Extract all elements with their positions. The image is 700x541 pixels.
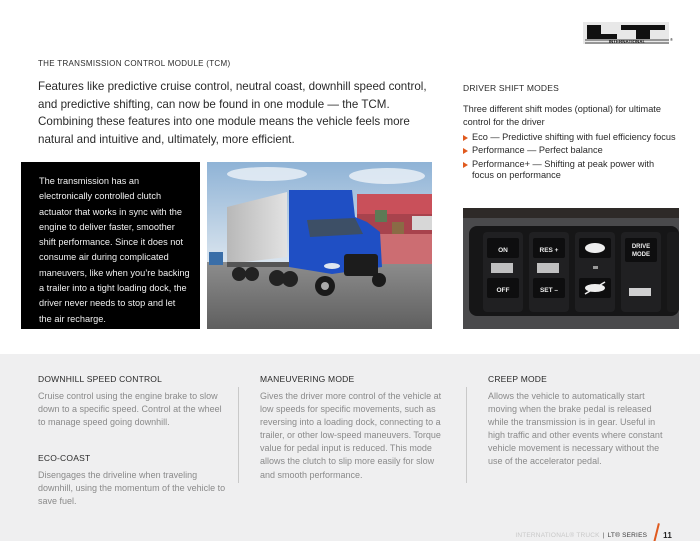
lt-international-logo xyxy=(583,22,673,48)
svg-text:RES +: RES + xyxy=(539,247,559,254)
svg-text:ON: ON xyxy=(498,247,508,254)
svg-text:SET –: SET – xyxy=(539,287,559,294)
callout-box xyxy=(21,162,200,329)
shift-modes-list xyxy=(463,132,678,184)
page-number: 11 xyxy=(663,530,672,540)
list-item: Performance+ — Shifting at peak power with focus on performance xyxy=(463,159,678,183)
downhill-speed-control-text: Cruise control using the engine brake to slow down to a specific speed. Control at the wheel to manage speed going downhill. xyxy=(38,391,222,428)
page-footer xyxy=(515,523,672,541)
creep-mode-title: CREEP MODE xyxy=(488,374,547,384)
footer-brand: INTERNATIONAL® TRUCK xyxy=(515,531,600,539)
truck-photo xyxy=(207,162,432,329)
driver-shift-modes-description: Three different shift modes (optional) for ultimate control for the driver xyxy=(463,104,661,127)
maneuvering-mode-text: Gives the driver more control of the vehicle at low speeds for specific movements, such as reversing into a loading dock, connecting to a trailer, or other low-speed maneuvers. Torque value for pedal input is reduced. This mode allows the clutch to slip more easily for slow and smooth performance. xyxy=(260,391,442,480)
svg-text:INTERNATIONAL: INTERNATIONAL xyxy=(608,39,646,44)
column-divider xyxy=(238,387,239,483)
list-item: Performance — Perfect balance xyxy=(463,145,678,157)
downhill-speed-control-title: DOWNHILL SPEED CONTROL xyxy=(38,374,163,384)
tcm-intro: Features like predictive cruise control, neutral coast, downhill speed control, and predictive shifting, can now be found in one module — the TCM. Combining these features into one module means the vehicle feels more natural and intuitive and, ultimately, more efficient. xyxy=(38,80,427,146)
creep-mode-text: Allows the vehicle to automatically start moving when the brake pedal is released while the transmission is in gear. Useful in high traffic and other events where constant vehicle movement is necessary without the use of the accelerator pedal. xyxy=(488,391,663,467)
footer-separator: | xyxy=(602,531,605,539)
switch-panel-photo xyxy=(463,208,679,329)
svg-text:OFF: OFF xyxy=(496,287,510,294)
callout-text: The transmission has an electronically controlled clutch actuator that works in sync with the engine to deliver faster, smoother shift performance. Since it does not consume air during complicated maneuvers, like when you’re backing a trailer into a tight loading dock, the driver never needs to stop and let the air recharge. xyxy=(39,176,190,324)
svg-text:®: ® xyxy=(670,37,673,42)
triangle-bullet-icon xyxy=(463,135,468,141)
svg-text:MODE: MODE xyxy=(632,252,650,258)
maneuvering-mode-title: MANEUVERING MODE xyxy=(260,374,355,384)
tcm-title: THE TRANSMISSION CONTROL MODULE (TCM) xyxy=(38,59,231,68)
footer-series: LT® SERIES xyxy=(607,531,648,539)
accent-slash xyxy=(652,523,660,541)
driver-shift-modes-title: DRIVER SHIFT MODES xyxy=(463,83,560,93)
eco-coast-title: ECO-COAST xyxy=(38,453,91,463)
triangle-bullet-icon xyxy=(463,148,468,154)
eco-coast-text: Disengages the driveline when traveling downhill, using the momentum of the vehicle to save fuel. xyxy=(38,470,226,507)
column-divider xyxy=(466,387,467,483)
list-item: Eco — Predictive shifting with fuel efficiency focus xyxy=(463,132,678,144)
svg-text:DRIVE: DRIVE xyxy=(631,244,651,250)
triangle-bullet-icon xyxy=(463,162,468,168)
